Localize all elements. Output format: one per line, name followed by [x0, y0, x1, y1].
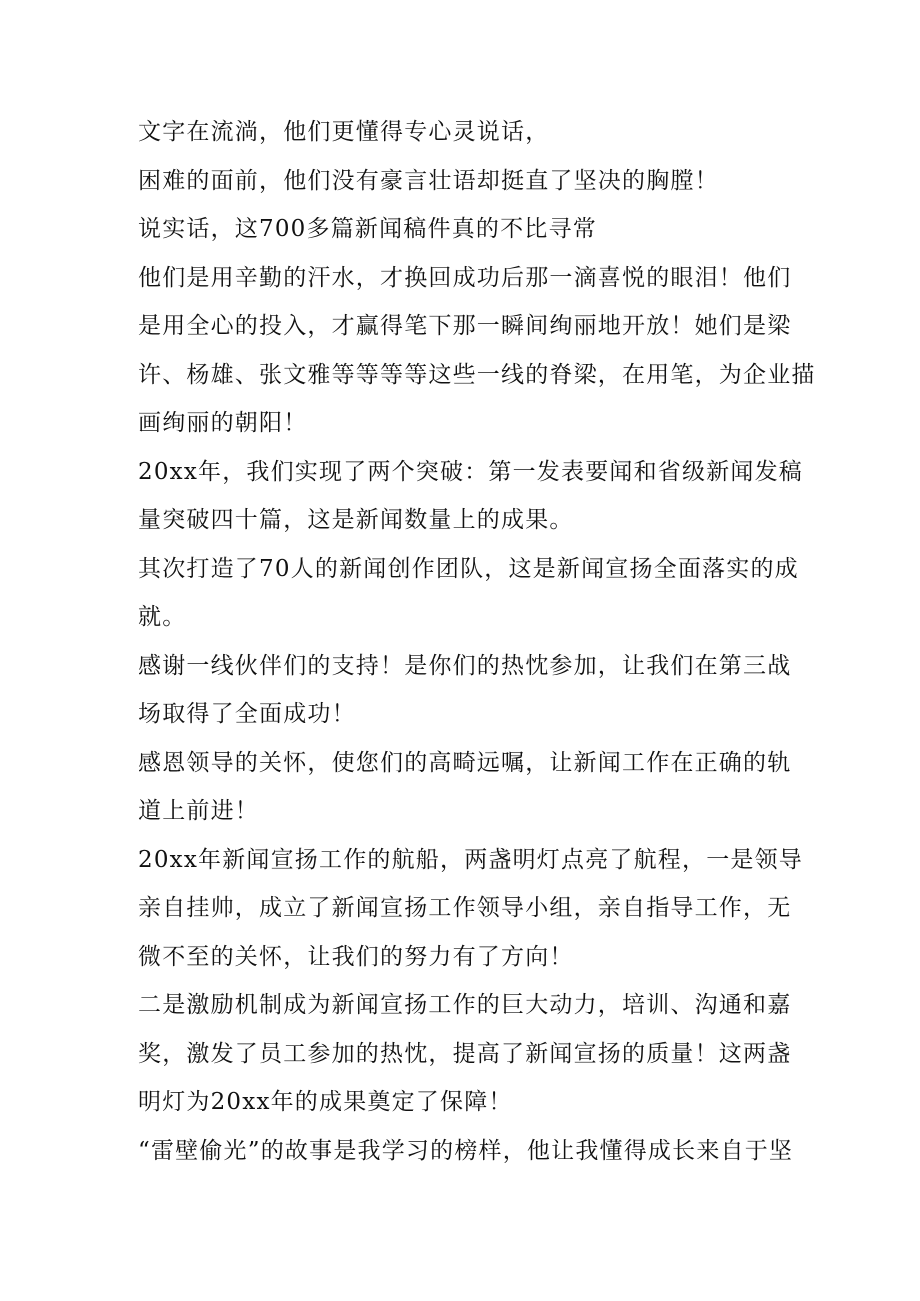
- text-line: 场取得了全面成功！: [138, 701, 356, 727]
- text-line: 20xx年新闻宣扬工作的航船，两盏明灯点亮了航程，一是领导: [138, 846, 804, 873]
- text-line: 说实话，这700多篇新闻稿件真的不比寻常: [138, 216, 597, 242]
- text-line: 其次打造了70人的新闻创作团队，这是新闻宣扬全面落实的成: [138, 555, 799, 582]
- text-line: 微不至的关怀，让我们的努力有了方向！: [138, 943, 574, 970]
- text-line: 文字在流淌，他们更懂得专心灵说话，: [138, 119, 550, 145]
- text-line: “雷壁偷光”的故事是我学习的榜样，他让我懂得成长来自于坚: [138, 1137, 794, 1164]
- text-line: 许、杨雄、张文雅等等等等这些一线的脊梁，在用笔，为企业描: [138, 361, 816, 388]
- text-line: 画绚丽的朝阳！: [138, 410, 308, 436]
- text-line: 明灯为20xx年的成果奠定了保障！: [138, 1089, 513, 1115]
- text-line: 就。: [138, 604, 187, 630]
- body-text: [138, 108, 816, 1175]
- text-line: 感谢一线伙伴们的支持！是你们的热忱参加，让我们在第三战: [138, 652, 792, 679]
- text-line: 困难的面前，他们没有豪言壮语却挺直了坚决的胸膛！: [138, 167, 719, 194]
- text-line: 他们是用辛勤的汗水，才换回成功后那一滴喜悦的眼泪！他们: [138, 264, 792, 291]
- text-line: 感恩领导的关怀，使您们的高畸远嘱，让新闻工作在正确的轨: [138, 749, 792, 776]
- text-line: 是用全心的投入，才赢得笔下那一瞬间绚丽地开放！她们是梁: [138, 313, 792, 339]
- text-line: 量突破四十篇，这是新闻数量上的成果。: [138, 507, 574, 533]
- text-line: 20xx年，我们实现了两个突破：第一发表要闻和省级新闻发稿: [138, 458, 804, 485]
- text-line: 道上前进！: [138, 798, 259, 824]
- text-line: 亲自挂帅，成立了新闻宣扬工作领导小组，亲自指导工作，无: [138, 895, 792, 921]
- text-line: 奖，激发了员工参加的热忱，提高了新闻宣扬的质量！这两盏: [138, 1040, 792, 1067]
- text-line: 二是激励机制成为新闻宣扬工作的巨大动力，培训、沟通和嘉: [138, 992, 792, 1018]
